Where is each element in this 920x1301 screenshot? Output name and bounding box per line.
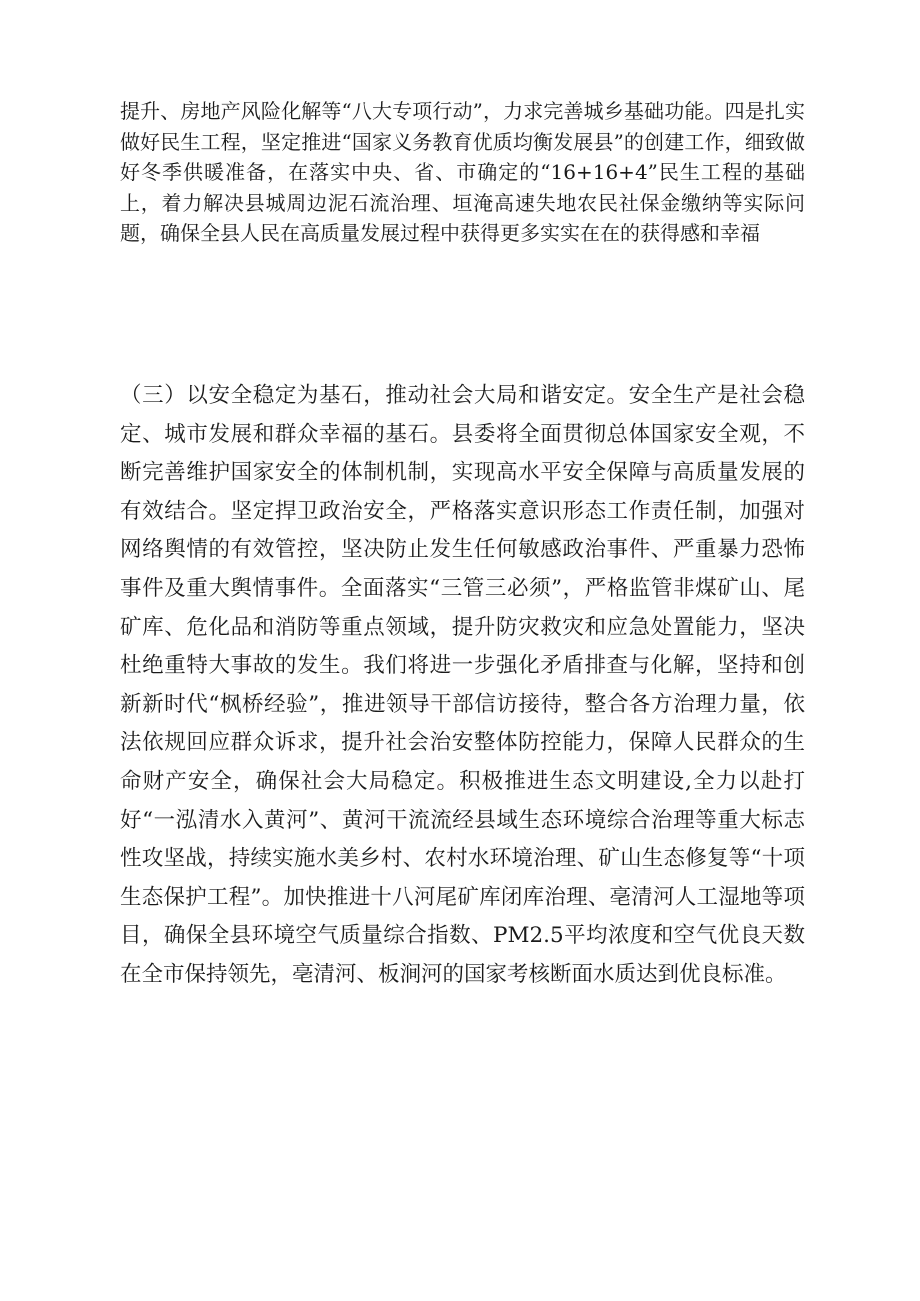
paragraph-livelihood-projects: 提升、房地产风险化解等“八大专项行动”，力求完善城乡基础功能。四是扎实做好民生工程，坚定推进“国家义务教育优质均衡发展县”的创建工作，细致做好冬季供暖准备，在落实中央、省、市确定的“16+16+4”民生工程的基础上，着力解决县城周边泥石流治理、垣淹高速失地农民社保金缴纳等实际问题，确保全县人民在高质量发展过程中获得更多实实在在的获得感和幸福 [120, 99, 805, 245]
paragraph-safety-stability: （三）以安全稳定为基石，推动社会大局和谐安定。安全生产是社会稳定、城市发展和群众幸福的基石。县委将全面贯彻总体国家安全观，不断完善维护国家安全的体制机制，实现高水平安全保障与高质量发展的有效结合。坚定捍卫政治安全，严格落实意识形态工作责任制，加强对网络舆情的有效管控，坚决防止发生任何敏感政治事件、严重暴力恐怖事件及重大舆情事件。全面落实“三管三必须”，严格监管非煤矿山、尾矿库、危化品和消防等重点领域，提升防灾救灾和应急处置能力，坚决杜绝重特大事故的发生。我们将进一步强化矛盾排查与化解，坚持和创新新时代“枫桥经验”，推进领导干部信访接待，整合各方治理力量，依法依规回应群众诉求，提升社会治安整体防控能力，保障人民群众的生命财产安全，确保社会大局稳定。积极推进生态文明建设,全力以赴打好“一泓清水入黄河”、黄河干流流经县域生态环境综合治理等重大标志性攻坚战，持续实施水美乡村、农村水环境治理、矿山生态修复等“十项生态保护工程”。加快推进十八河尾矿库闭库治理、亳清河人工湿地等项目，确保全县环境空气质量综合指数、PM2.5平均浓度和空气优良天数在全市保持领先，亳清河、板涧河的国家考核断面水质达到优良标准。 [120, 383, 805, 987]
